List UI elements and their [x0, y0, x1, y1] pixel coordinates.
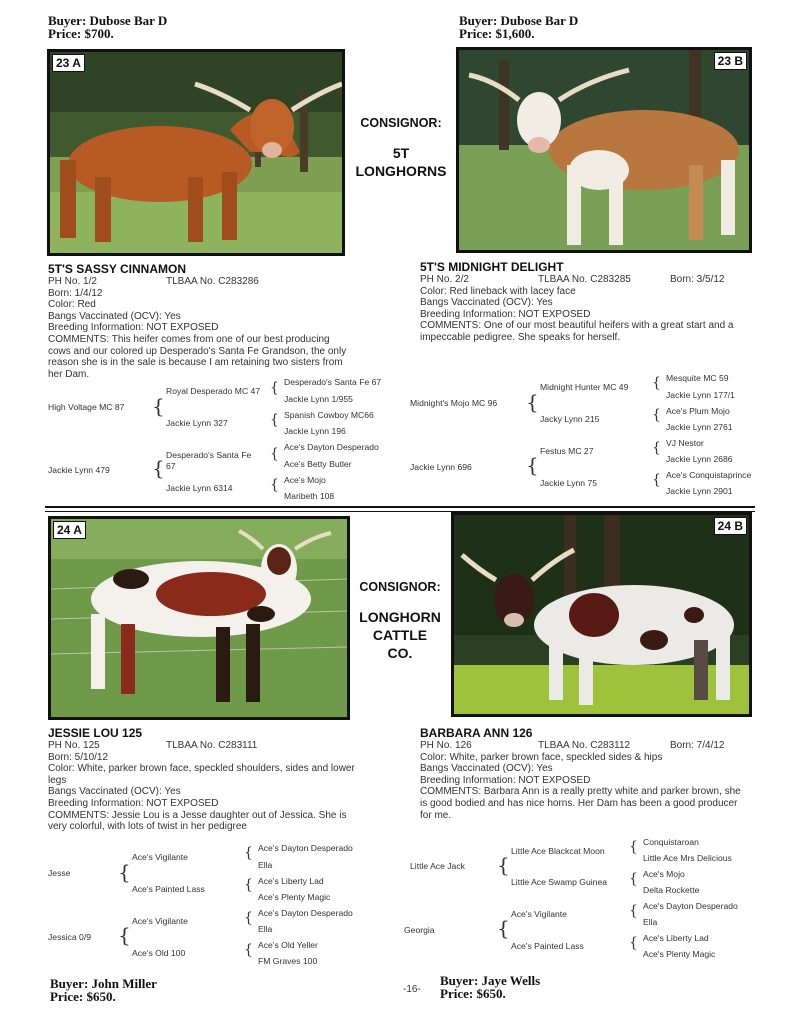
- cow-image-24b: [454, 515, 749, 714]
- pedigree-ssd: Jackie Lynn 177/1: [666, 390, 735, 400]
- animal-name: 5T'S SASSY CINNAMON: [48, 262, 186, 276]
- pedigree-sds: Ace's Mojo: [643, 869, 685, 879]
- born-date: Born: 1/4/12: [48, 287, 103, 299]
- bracket-icon: {: [526, 390, 539, 414]
- pedigree-sd: Jackie Lynn 327: [166, 418, 228, 428]
- lot-info-23a: [48, 262, 348, 380]
- ph-number: PH No. 125: [48, 740, 100, 751]
- lot-info-24a: [48, 726, 358, 833]
- pedigree-sire: High Voltage MC 87: [48, 402, 125, 412]
- pedigree-ds: Ace's Vigilante: [132, 916, 188, 926]
- pedigree-ss: Little Ace Blackcat Moon: [511, 846, 605, 856]
- pedigree-dss: Ace's Dayton Desperado: [258, 908, 353, 918]
- buyer-price: Price: $700.: [48, 26, 114, 41]
- lot-info-23b: [420, 260, 755, 344]
- pedigree-dam: Jackie Lynn 479: [48, 465, 110, 475]
- pedigree-dam: Jessica 0/9: [48, 932, 91, 942]
- tlbaa-number: TLBAA No. C283285: [538, 274, 631, 285]
- bracket-icon: {: [270, 412, 279, 428]
- bracket-icon: {: [152, 394, 165, 418]
- bangs: Bangs Vaccinated (OCV): Yes: [48, 310, 181, 322]
- animal-name: 5T'S MIDNIGHT DELIGHT: [420, 260, 564, 274]
- photo-24a: [48, 516, 350, 720]
- consignor-name: [345, 144, 457, 180]
- photo-24b: [451, 512, 752, 717]
- tlbaa-number: TLBAA No. C283112: [538, 740, 631, 751]
- buyer-price: Price: $650.: [440, 986, 506, 1001]
- pedigree-sire: Little Ace Jack: [410, 861, 465, 871]
- lot-badge-23a: 23 A: [52, 54, 85, 72]
- pedigree-ddd: Jackie Lynn 2901: [666, 486, 733, 496]
- pedigree-sdd: Delta Rockette: [643, 885, 700, 895]
- pedigree-sdd: Jackie Lynn 196: [284, 426, 346, 436]
- pedigree-sds: Ace's Plum Mojo: [666, 406, 730, 416]
- pedigree-dds: Ace's Liberty Lad: [643, 933, 709, 943]
- bracket-icon: {: [652, 440, 661, 456]
- pedigree-sd: Ace's Painted Lass: [132, 884, 205, 894]
- tlbaa-number: TLBAA No. C283286: [166, 276, 259, 287]
- color: Color: Red: [48, 299, 96, 311]
- color: Color: White, parker brown face, speckled shoulders, sides and lower legs: [48, 763, 355, 786]
- buyer-23a: [48, 14, 167, 40]
- consignor-name-line: LONGHORNS: [355, 163, 447, 179]
- photo-23a: [47, 49, 345, 256]
- bangs: Bangs Vaccinated (OCV): Yes: [420, 763, 553, 775]
- cow-image-23a: [50, 52, 342, 253]
- bracket-icon: {: [244, 910, 253, 926]
- pedigree-dd: Jackie Lynn 75: [540, 478, 598, 488]
- consignor-name-line: CATTLE: [372, 627, 428, 643]
- color: Color: White, parker brown face, speckled sides & hips: [420, 751, 663, 763]
- consignor-block-1: [345, 116, 457, 180]
- bracket-icon: {: [270, 380, 279, 396]
- bracket-icon: {: [652, 375, 661, 391]
- pedigree-ssd: Ella: [258, 860, 273, 870]
- pedigree-ss: Ace's Vigilante: [132, 852, 188, 862]
- pedigree-ssd: Little Ace Mrs Delicious: [643, 853, 732, 863]
- buyer-name: Buyer: Jaye Wells: [440, 973, 541, 988]
- pedigree-dd: Ace's Old 100: [132, 948, 186, 958]
- pedigree-dss: Ace's Dayton Desperado: [643, 901, 738, 911]
- buyer-24a: [50, 977, 157, 1003]
- pedigree-ss: Royal Desperado MC 47: [166, 386, 261, 396]
- pedigree-ssd: Jackie Lynn 1/955: [284, 394, 353, 404]
- pedigree-dam: Georgia: [404, 925, 435, 935]
- pedigree-sss: Desperado's Santa Fe 67: [284, 377, 382, 387]
- pedigree-sd: Little Ace Swamp Guinea: [511, 877, 608, 887]
- consignor-name-line: LONGHORN: [359, 609, 441, 625]
- buyer-price: Price: $1,600.: [459, 26, 535, 41]
- id-row: [420, 740, 750, 752]
- buyer-23b: [459, 14, 578, 40]
- bangs: Bangs Vaccinated (OCV): Yes: [420, 297, 553, 309]
- pedigree-dds: Ace's Mojo: [284, 475, 326, 485]
- buyer-name: Buyer: John Miller: [50, 976, 157, 991]
- consignor-label: CONSIGNOR:: [359, 580, 441, 594]
- pedigree-dss: Ace's Dayton Desperado: [284, 442, 379, 452]
- pedigree-dds: Ace's Old Yeller: [258, 940, 318, 950]
- pedigree-ds: Festus MC 27: [540, 446, 594, 456]
- bracket-icon: {: [629, 871, 638, 887]
- pedigree-dsd: Ella: [643, 917, 658, 927]
- pedigree-sire: Jesse: [48, 868, 71, 878]
- pedigree-ds: Ace's Vigilante: [511, 909, 567, 919]
- cow-image-23b: [459, 50, 749, 250]
- buyer-name: Buyer: Dubose Bar D: [48, 13, 168, 28]
- pedigree-dd: Jackie Lynn 6314: [166, 483, 233, 493]
- pedigree-ss: Midnight Hunter MC 49: [540, 382, 629, 392]
- bracket-icon: {: [244, 942, 253, 958]
- born-date: Born: 3/5/12: [670, 274, 725, 285]
- bracket-icon: {: [497, 916, 510, 940]
- pedigree-dss: VJ Nestor: [666, 438, 704, 448]
- breeding: Breeding Information: NOT EXPOSED: [420, 308, 591, 320]
- pedigree-dam: Jackie Lynn 696: [410, 462, 472, 472]
- bracket-icon: {: [270, 477, 279, 493]
- bracket-icon: {: [652, 472, 661, 488]
- animal-name: BARBARA ANN 126: [420, 726, 533, 740]
- pedigree-sds: Spanish Cowboy MC66: [284, 410, 374, 420]
- pedigree-sss: Ace's Dayton Desperado: [258, 843, 353, 853]
- pedigree-sds: Ace's Liberty Lad: [258, 876, 324, 886]
- comments: COMMENTS: This heifer comes from one of our best producing cows and our colored up Desperado's Santa Fe Grandson, the only reason she is in the sale is because I am retaining two sisters from her Dam.: [48, 333, 347, 380]
- pedigree-sdd: Ace's Plenty Magic: [258, 892, 331, 902]
- bracket-icon: {: [629, 839, 638, 855]
- bracket-icon: {: [244, 845, 253, 861]
- buyer-price: Price: $650.: [50, 989, 116, 1004]
- comments: COMMENTS: Jessie Lou is a Jesse daughter out of Jessica. She is very colorful, with lots of twist in her pedigree: [48, 809, 347, 833]
- born-date: Born: 7/4/12: [670, 740, 725, 751]
- color: Color: Red lineback with lacey face: [420, 285, 576, 297]
- pedigree-dsd: Jackie Lynn 2686: [666, 454, 733, 464]
- bracket-icon: {: [652, 407, 661, 423]
- pedigree-ddd: Ace's Plenty Magic: [643, 949, 716, 959]
- pedigree-sss: Mesquite MC 59: [666, 373, 729, 383]
- bracket-icon: {: [629, 903, 638, 919]
- lot-badge-24a: 24 A: [53, 521, 86, 539]
- cow-image-24a: [51, 519, 347, 717]
- id-row: [420, 274, 755, 286]
- lot-badge-24b: 24 B: [714, 517, 747, 535]
- id-row: [48, 740, 358, 763]
- buyer-name: Buyer: Dubose Bar D: [459, 13, 579, 28]
- photo-23b: [456, 47, 752, 253]
- pedigree-sss: Conquistaroan: [643, 837, 699, 847]
- consignor-label: CONSIGNOR:: [360, 116, 442, 130]
- ph-number: PH No. 2/2: [420, 274, 469, 285]
- lot-badge-23b: 23 B: [714, 52, 747, 70]
- consignor-name-line: 5T: [392, 145, 410, 161]
- ph-number: PH No. 1/2: [48, 276, 97, 287]
- bracket-icon: {: [526, 453, 539, 477]
- bangs: Bangs Vaccinated (OCV): Yes: [48, 786, 181, 798]
- breeding: Breeding Information: NOT EXPOSED: [48, 322, 219, 334]
- born-date: Born: 5/10/12: [48, 751, 109, 763]
- buyer-24b: [440, 974, 540, 1000]
- pedigree-ds: Desperado's Santa Fe 67: [166, 450, 252, 471]
- consignor-name-line: CO.: [387, 645, 413, 661]
- pedigree-dd: Ace's Painted Lass: [511, 941, 584, 951]
- comments: COMMENTS: One of our most beautiful heifers with a great start and a impeccable pedigree. She speaks for herself.: [420, 320, 734, 343]
- consignor-name: [350, 608, 450, 662]
- page-number: -16-: [403, 984, 421, 995]
- bracket-icon: {: [629, 935, 638, 951]
- bracket-icon: {: [152, 456, 165, 480]
- comments: COMMENTS: Barbara Ann is a really pretty white and parker brown, she is good bodied and has nice horns. Her Dam has been a good producer for me.: [420, 786, 741, 821]
- tlbaa-number: TLBAA No. C283111: [166, 740, 258, 751]
- pedigree-dsd: Ella: [258, 924, 273, 934]
- pedigree-ddd: Maribeth 108: [284, 491, 335, 501]
- pedigree-dsd: Ace's Betty Butler: [284, 459, 352, 469]
- bracket-icon: {: [118, 860, 131, 884]
- bracket-icon: {: [244, 877, 253, 893]
- pedigree-sdd: Jackie Lynn 2761: [666, 422, 733, 432]
- bracket-icon: {: [118, 923, 131, 947]
- breeding: Breeding Information: NOT EXPOSED: [48, 797, 219, 809]
- ph-number: PH No. 126: [420, 740, 472, 751]
- section-divider: [45, 506, 755, 508]
- consignor-block-2: [350, 580, 450, 662]
- pedigree-sire: Midnight's Mojo MC 96: [410, 398, 498, 408]
- pedigree-sd: Jacky Lynn 215: [540, 414, 600, 424]
- animal-name: JESSIE LOU 125: [48, 726, 143, 740]
- breeding: Breeding Information: NOT EXPOSED: [420, 774, 591, 786]
- pedigree-ddd: FM Graves 100: [258, 956, 318, 966]
- id-row: [48, 276, 348, 299]
- bracket-icon: {: [270, 446, 279, 462]
- lot-info-24b: [420, 726, 750, 821]
- bracket-icon: {: [497, 853, 510, 877]
- pedigree-dds: Ace's Conquistaprince: [666, 470, 752, 480]
